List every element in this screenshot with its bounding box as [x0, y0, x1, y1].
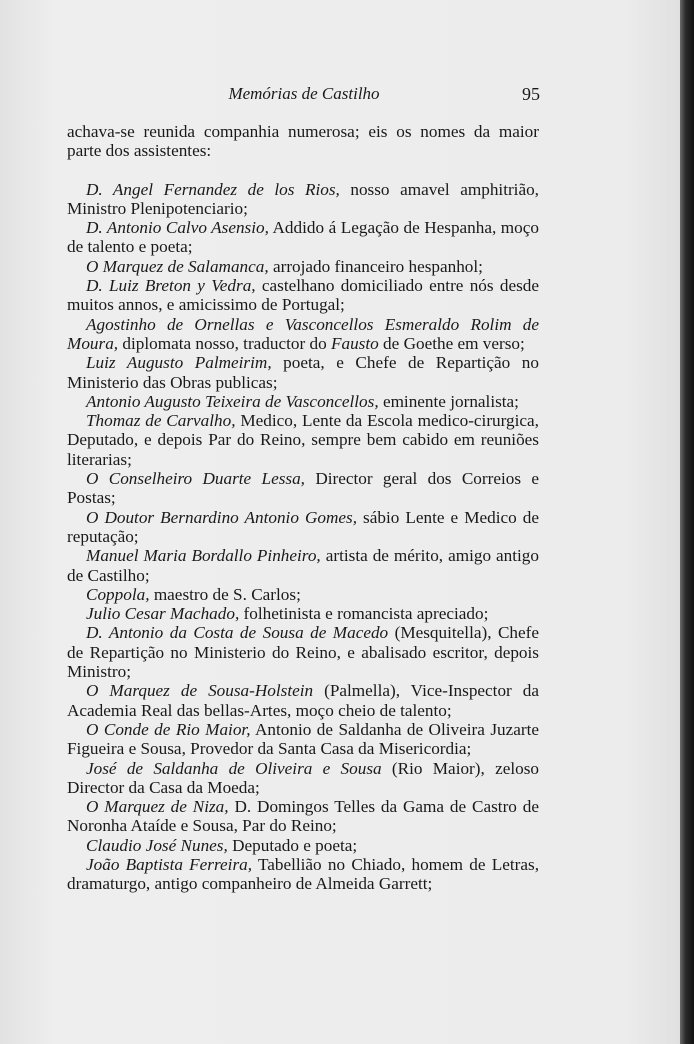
guest-entry — [67, 180, 539, 219]
guest-name: O Marquez de Salamanca, — [86, 256, 269, 276]
guest-description: poeta, e Chefe de Repartição no Ministerio das Obras publicas; — [67, 353, 539, 392]
guest-entry — [67, 218, 539, 257]
guest-name: D. Angel Fernandez de los Rios, — [86, 179, 340, 199]
guest-description: (Mesquitella), Chefe de Repartição no Ministerio do Reino, e abalisado escritor, depois Ministro; — [67, 623, 539, 682]
guest-name: Julio Cesar Machado, — [86, 604, 240, 624]
guest-description: de Goethe em verso; — [378, 333, 525, 353]
guest-entry — [67, 836, 539, 855]
guest-entry — [67, 469, 539, 508]
guest-description: eminente jornalista; — [378, 391, 519, 411]
guest-entry — [67, 681, 539, 720]
guest-name: O Conselheiro Duarte Lessa, — [86, 469, 305, 489]
guest-name: O Marquez de Niza, — [86, 797, 229, 817]
guest-description: diplomata nosso, traductor do — [118, 333, 331, 353]
guest-name: Coppola, — [86, 584, 150, 604]
guest-description: artista de mérito, amigo antigo de Castilho; — [67, 546, 539, 585]
guest-description: Medico, Lente da Escola medico-cirurgica, Deputado, e depois Par do Reino, sempre bem cabido em reuniões literarias; — [67, 411, 539, 469]
guest-name: Antonio Augusto Teixeira de Vasconcellos, — [86, 391, 379, 411]
guest-name: D. Luiz Breton y Vedra, — [86, 276, 256, 296]
guest-entry — [67, 759, 539, 798]
guest-description: D. Domingos Telles da Gama de Castro de Noronha Ataíde e Sousa, Par do Reino; — [67, 797, 539, 836]
guest-entry — [67, 257, 539, 276]
guest-description: sábio Lente e Medico de reputação; — [67, 507, 539, 546]
guest-entry — [67, 546, 539, 585]
running-head — [68, 84, 540, 108]
intro-paragraph: achava-se reunida companhia numerosa; eis os nomes da maior parte dos assistentes: — [67, 122, 539, 161]
guest-description: folhetinista e romancista apreciado; — [239, 604, 489, 624]
guest-entry — [67, 315, 539, 354]
guest-name: João Baptista Ferreira, — [86, 854, 253, 874]
guest-name: O Doutor Bernardino Antonio Gomes, — [86, 507, 358, 527]
guest-description: Deputado e poeta; — [227, 835, 358, 855]
guest-entry — [67, 392, 539, 411]
guest-description: (Rio Maior), zeloso Director da Casa da Moeda; — [67, 758, 539, 797]
guest-name: Claudio José Nunes, — [86, 835, 228, 855]
guest-description: Antonio de Saldanha de Oliveira Juzarte Figueira e Sousa, Provedor da Santa Casa da Misericordia; — [67, 719, 539, 759]
guest-name: O Conde de Rio Maior, — [86, 719, 251, 739]
guest-entry — [67, 797, 539, 836]
guest-description: (Palmella), Vice-Inspector da Academia Real das bellas-Artes, moço cheio de talento; — [67, 681, 539, 720]
guest-entry — [67, 855, 539, 894]
page-edge-shadow — [680, 0, 694, 1044]
guest-entry — [67, 276, 539, 315]
guest-description: castelhano domiciliado entre nós desde muitos annos, e amicissimo de Portugal; — [67, 276, 539, 315]
guest-entry — [67, 508, 539, 547]
guest-entry — [67, 623, 539, 681]
page-number: 95 — [522, 84, 540, 104]
body-text — [67, 122, 539, 894]
guest-description: Tabellião no Chiado, homem de Letras, dramaturgo, antigo companheiro de Almeida Garrett; — [67, 854, 539, 894]
guest-entry — [67, 353, 539, 392]
guest-description: Director geral dos Correios e Postas; — [67, 469, 540, 508]
guest-description: Addido á Legação de Hespanha, moço de talento e poeta; — [67, 218, 539, 257]
guest-description: nosso amavel amphitrião, Ministro Plenipotenciario; — [67, 179, 539, 218]
guest-description: maestro de S. Carlos; — [149, 584, 301, 604]
guest-name: D. Antonio da Costa de Sousa de Macedo — [86, 623, 389, 643]
guest-name: Luiz Augusto Palmeirim, — [86, 353, 272, 373]
guest-name: José de Saldanha de Oliveira e Sousa — [86, 758, 382, 778]
guest-name: O Marquez de Sousa-Holstein — [86, 681, 314, 701]
guest-entry — [67, 411, 539, 469]
guest-name: Manuel Maria Bordallo Pinheiro, — [86, 546, 321, 566]
guest-entry — [67, 604, 539, 623]
guest-description: arrojado financeiro hespanhol; — [268, 256, 483, 276]
work-title: Fausto — [331, 333, 379, 353]
guest-name: Agostinho de Ornellas e Vasconcellos Esmeraldo Rolim de Moura, — [67, 314, 539, 353]
running-title: Memórias de Castilho — [228, 84, 380, 103]
guest-name: D. Antonio Calvo Asensio, — [86, 218, 269, 238]
guest-name: Thomaz de Carvalho, — [86, 411, 236, 431]
guest-entry — [67, 720, 539, 759]
guest-entry — [67, 585, 539, 604]
